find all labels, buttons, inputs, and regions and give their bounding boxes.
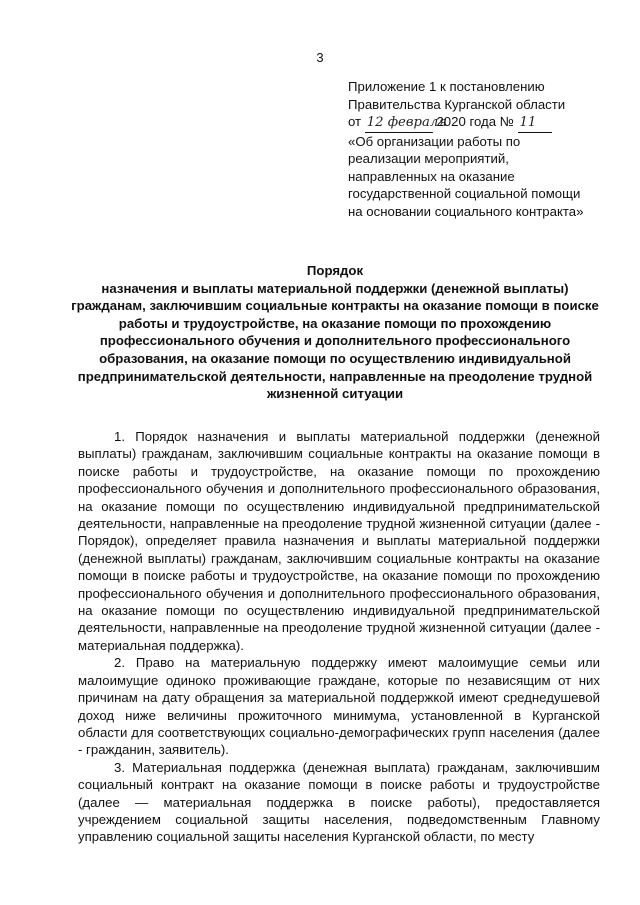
appendix-date-line [348, 113, 618, 133]
page-number: 3 [316, 50, 324, 65]
paragraph-3: 3. Материальная поддержка (денежная выплата) гражданам, заключившим социальный контракт на оказание помощи в поиске работы и трудоустройстве (далее — материальная поддержка в поиске работы), предоставляется учреждением социальной защиты населения, подведомственным Главному управлению социальной защиты населения Курганской области, по месту [78, 759, 600, 845]
title-heading: Порядок [306, 263, 364, 278]
appendix-line-4: «Об организации работы по [348, 133, 521, 149]
appendix-line-5: реализации мероприятий, [348, 151, 509, 166]
paragraph-1: 1. Порядок назначения и выплаты материальной поддержки (денежной выплаты) гражданам, заключившим социальные контракты на оказание помощи в поиске работы и трудоустройстве, на оказание помощи по прохождению профессионального обучения и дополнительного профессионального образования, на оказание помощи по осуществлению индивидуальной предпринимательской деятельности, направленные на преодоление трудной жизненной ситуации (далее - Порядок), определяет правила назначения и выплаты материальной поддержки (денежной выплаты) гражданам, заключившим социальные контракты на оказание помощи в поиске работы и трудоустройстве, на оказание помощи по прохождению профессионального обучения и дополнительного профессионального образования, на оказание помощи по осуществлению индивидуальной предпринимательской деятельности, направленные на преодоление трудной жизненной ситуации (далее - материальная поддержка). [78, 429, 600, 653]
handwritten-date: 12 февраля [365, 114, 433, 133]
document-title [70, 262, 600, 403]
appendix-line-7: государственной социальной помощи [348, 186, 581, 201]
document-body [78, 428, 600, 846]
appendix-line-1: Приложение 1 к постановлению [348, 79, 545, 94]
date-suffix: 2020 года № [436, 114, 514, 129]
appendix-line-6: направленных на оказание [348, 168, 515, 184]
handwritten-number: 11 [518, 114, 552, 133]
appendix-header [348, 78, 618, 220]
title-subtitle: назначения и выплаты материальной поддержки (денежной выплаты) гражданам, заключившим социальные контракты на оказание помощи в поиске работы и трудоустройстве, на оказание помощи по прохождению профессионального обучения и дополнительного профессионального образования, на оказание помощи по осуществлению индивидуальной предпринимательской деятельности, направленные на преодоление трудной жизненной ситуации [71, 280, 599, 402]
appendix-line-8: на основании социального контракта» [348, 203, 584, 219]
appendix-line-2: Правительства Курганской области [348, 96, 566, 112]
date-prefix: от [348, 114, 362, 129]
paragraph-2: 2. Право на материальную поддержку имеют малоимущие семьи или малоимущие одиноко проживающие граждане, которые по независящим от них причинам на дату обращения за материальной поддержкой имеют среднедушевой доход ниже величины прожиточного минимума, установленной в Курганской области для соответствующих социально-демографических групп населения (далее - гражданин, заявитель). [78, 655, 600, 758]
